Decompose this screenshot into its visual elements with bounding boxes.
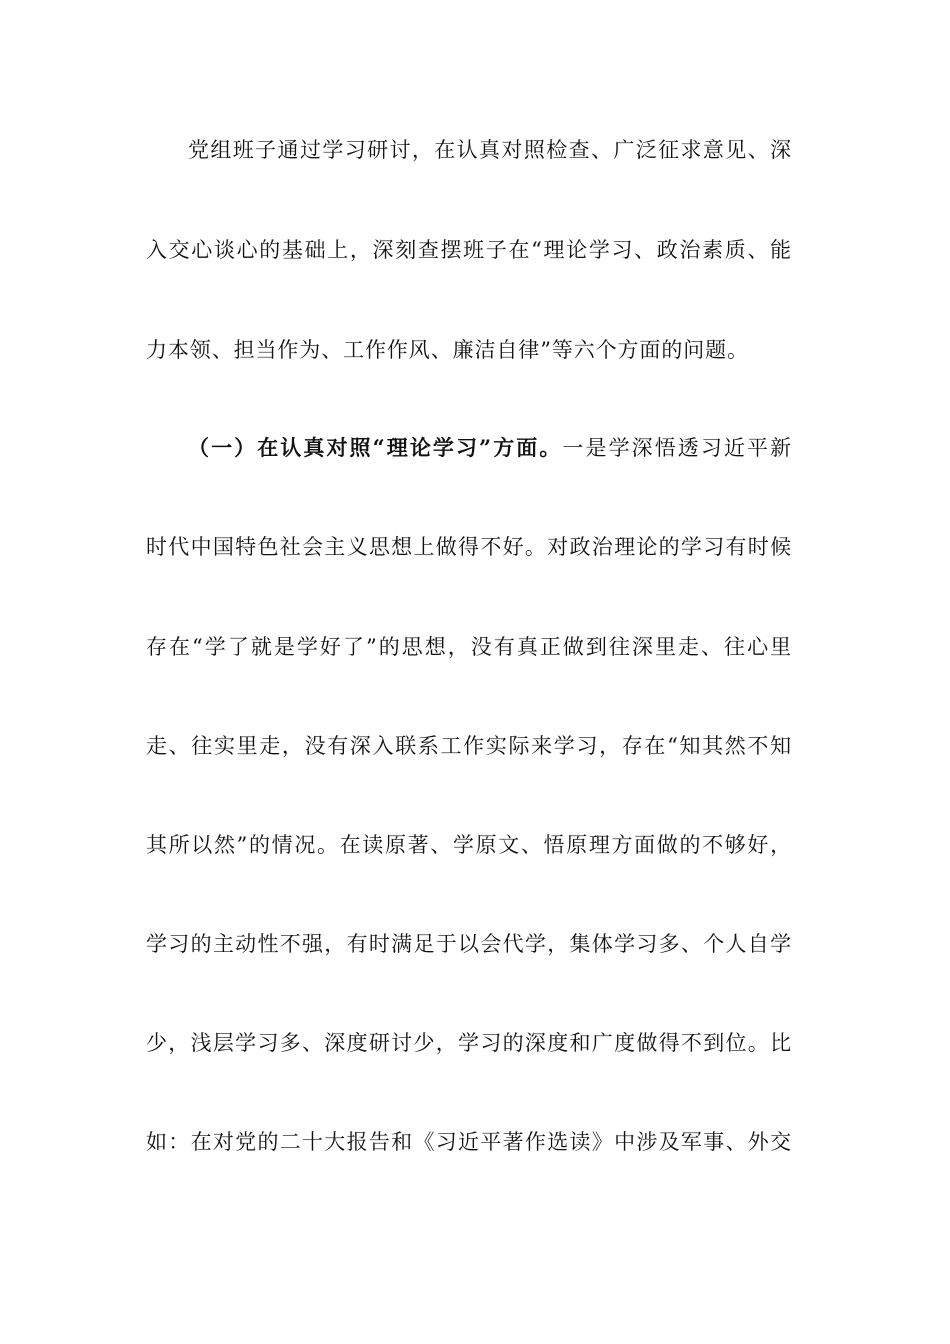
text-line: 如：在对党的二十大报告和《习近平著作选读》中涉及军事、外交 xyxy=(146,1130,792,1154)
text-line xyxy=(188,428,792,468)
text-line: 党组班子通过学习研讨，在认真对照检查、广泛征求意见、深 xyxy=(188,138,792,162)
text-line: 时代中国特色社会主义思想上做得不好。对政治理论的学习有时候 xyxy=(146,535,792,559)
section-body-start: 一是学深悟透习近平新 xyxy=(562,436,792,460)
text-line: 少，浅层学习多、深度研讨少，学习的深度和广度做得不到位。比 xyxy=(146,1031,792,1055)
text-line: 其所以然”的情况。在读原著、学原文、悟原理方面做的不够好， xyxy=(146,833,792,857)
text-line: 走、往实里走，没有深入联系工作实际来学习，存在“知其然不知 xyxy=(146,734,792,758)
text-line: 存在“学了就是学好了”的思想，没有真正做到往深里走、往心里 xyxy=(146,635,792,659)
text-line: 力本领、担当作为、工作作风、廉洁自律”等六个方面的问题。 xyxy=(146,338,749,362)
section-heading: （一）在认真对照“理论学习”方面。 xyxy=(188,435,563,460)
text-line: 入交心谈心的基础上，深刻查摆班子在“理论学习、政治素质、能 xyxy=(146,238,792,262)
text-line: 学习的主动性不强，有时满足于以会代学，集体学习多、个人自学 xyxy=(146,932,792,956)
